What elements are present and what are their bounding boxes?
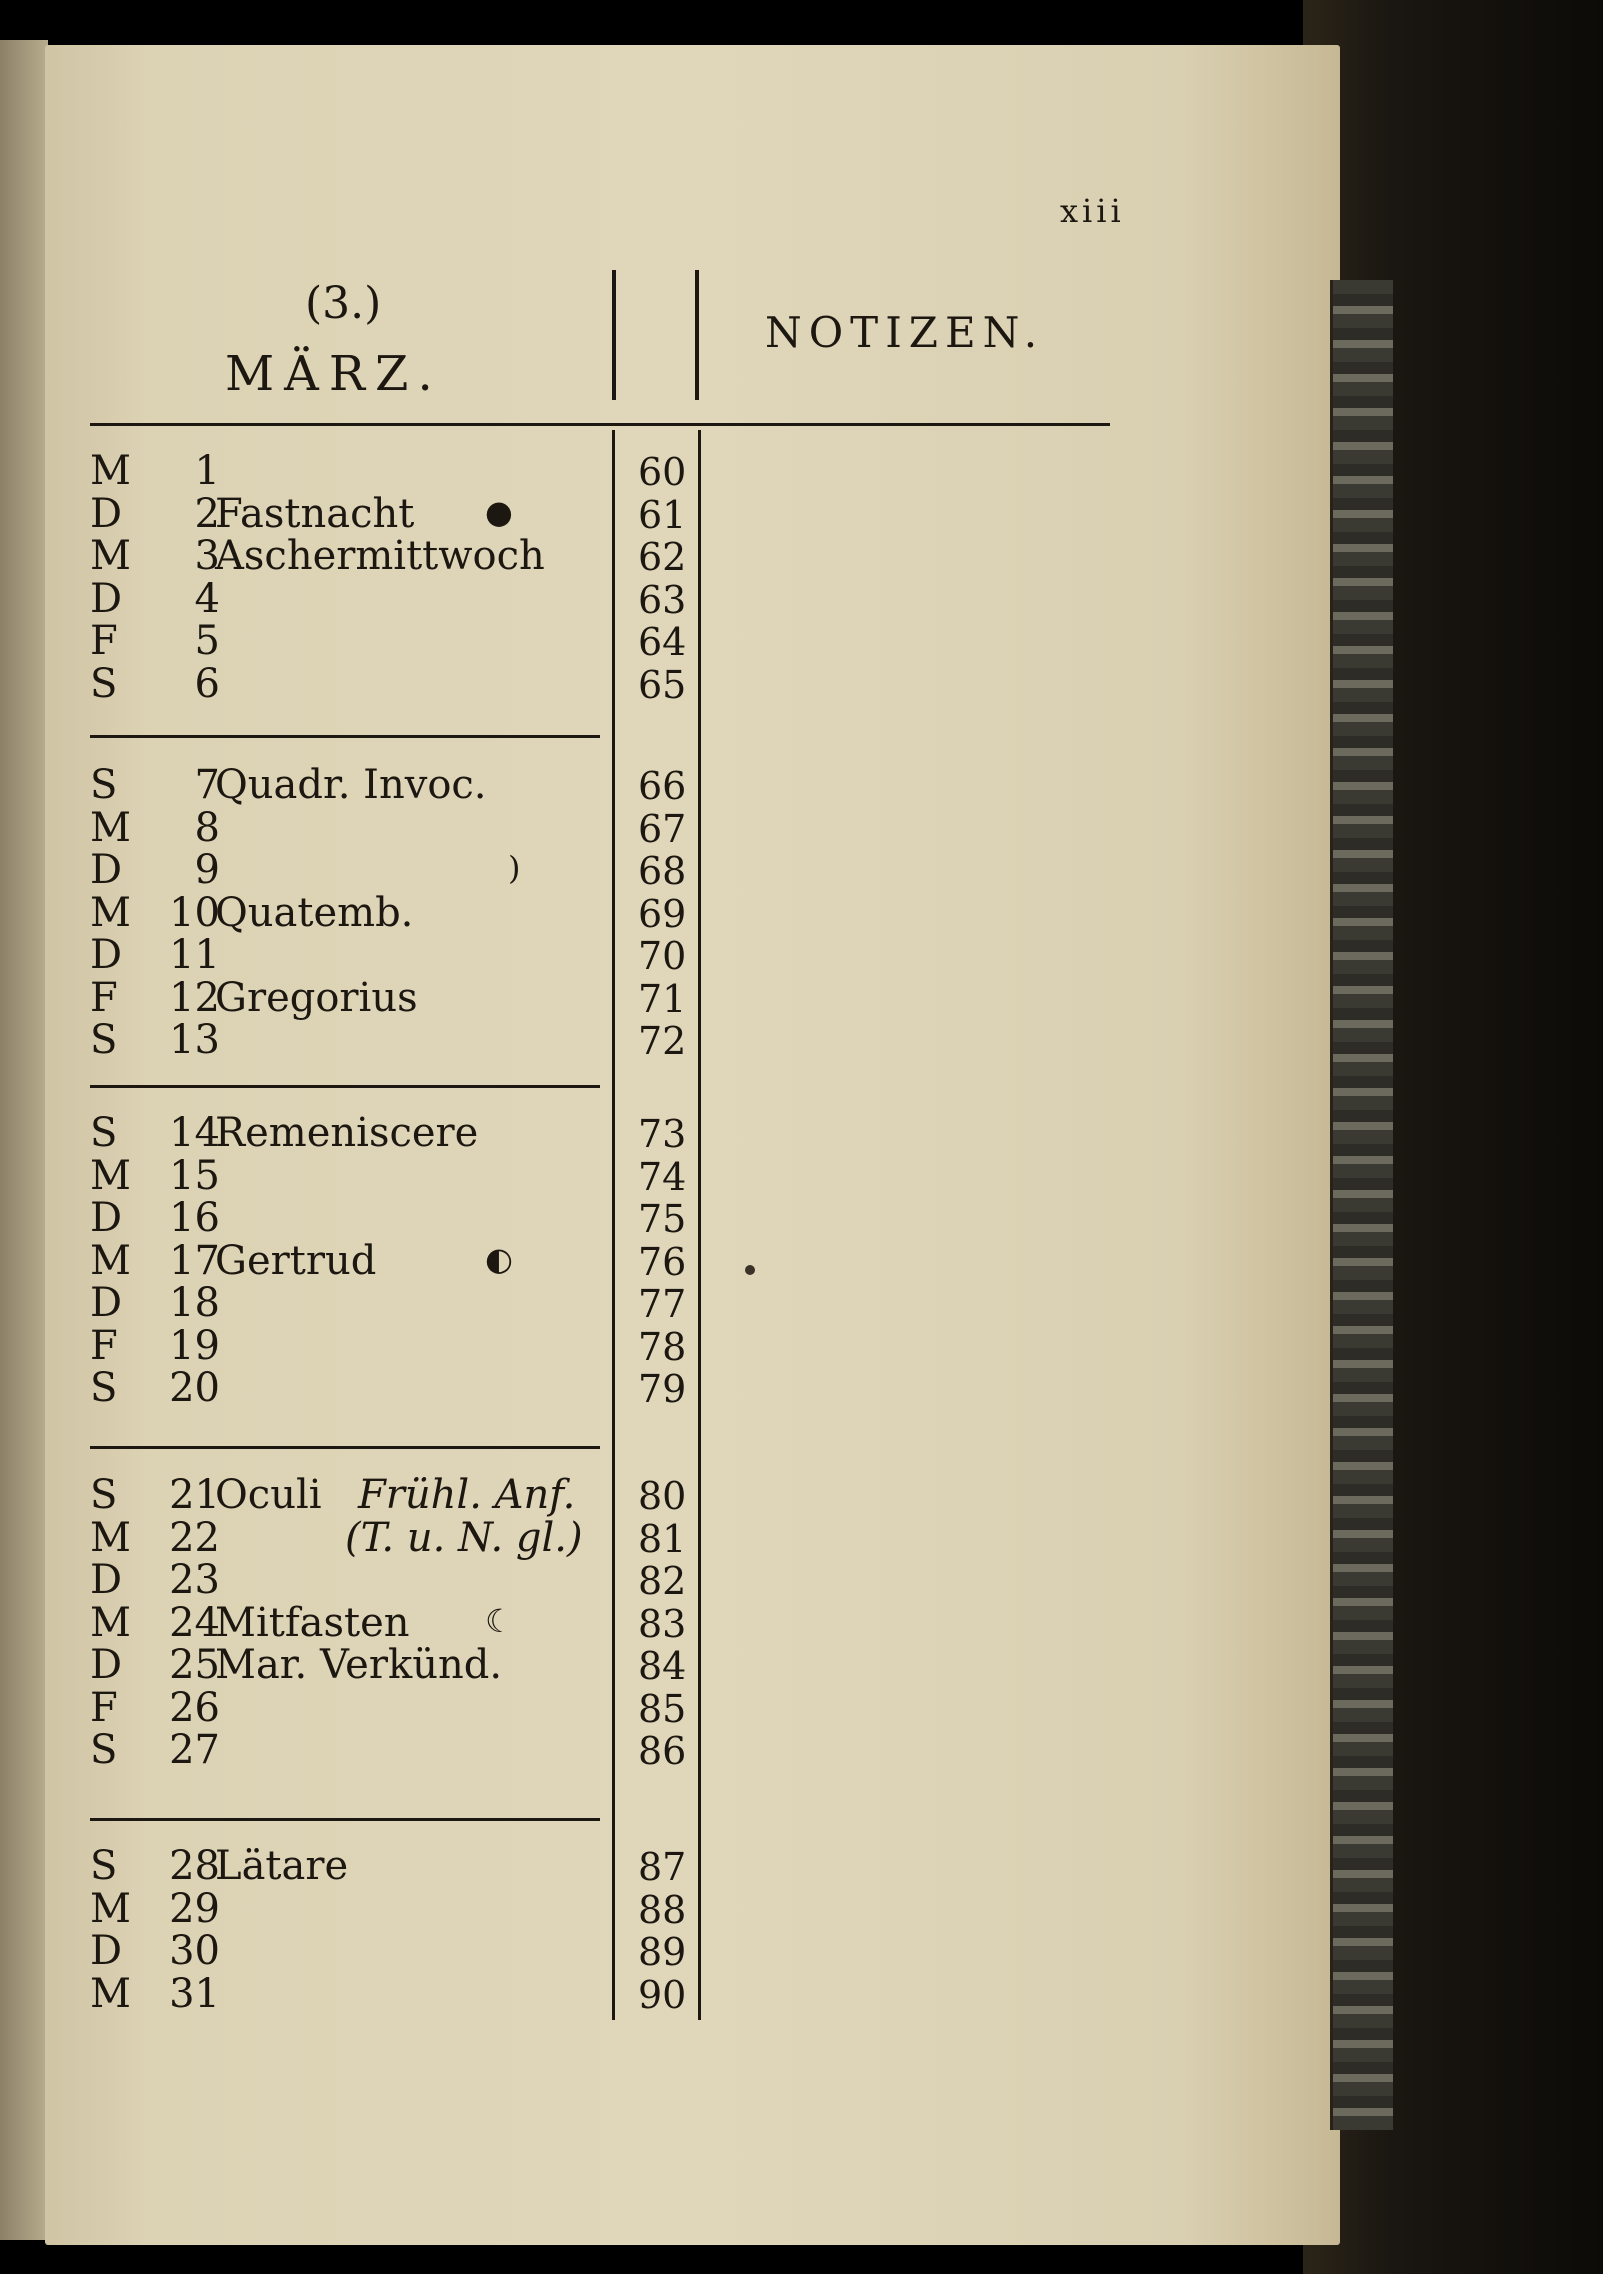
weekday-letter: D [90, 1642, 123, 1688]
week-divider-1 [90, 735, 600, 738]
day-number: 30 [169, 1928, 220, 1974]
day-row [90, 1557, 700, 1603]
weekday-letter: D [90, 1280, 123, 1326]
ink-mark [745, 1265, 755, 1275]
day-row [90, 1195, 700, 1241]
feast-name: Oculi [215, 1472, 322, 1518]
day-number: 7 [194, 762, 220, 808]
day-of-year: 60 [638, 450, 687, 494]
day-of-year: 64 [638, 620, 687, 664]
day-of-year: 76 [638, 1239, 687, 1284]
weekday-letter: S [90, 1472, 118, 1518]
day-row [90, 448, 700, 494]
day-of-year: 77 [638, 1282, 687, 1326]
day-of-year: 80 [638, 1474, 687, 1518]
moon-phase-icon: ● [485, 492, 513, 531]
day-row [90, 490, 700, 537]
weekday-letter: F [90, 618, 118, 664]
day-number: 29 [169, 1885, 220, 1932]
day-row [90, 1843, 700, 1889]
day-number: 27 [169, 1727, 220, 1773]
day-number: 1 [194, 448, 220, 494]
day-row [90, 660, 700, 707]
weekday-letter: F [90, 1684, 118, 1731]
day-row [90, 1280, 700, 1326]
day-number: 2 [194, 490, 220, 537]
day-row [90, 618, 700, 664]
day-of-year: 89 [638, 1930, 687, 1974]
feast-name: Mar. Verkünd. [215, 1642, 503, 1688]
feast-name: Lätare [215, 1843, 349, 1889]
day-row [90, 1017, 700, 1063]
day-of-year: 84 [638, 1644, 687, 1688]
day-number: 17 [169, 1237, 220, 1284]
day-row [90, 762, 700, 808]
weekday-letter: D [90, 1928, 123, 1974]
weekday-letter: M [90, 448, 131, 494]
page-number: xiii [1060, 192, 1125, 230]
feast-name: Gregorius [215, 974, 418, 1021]
day-of-year: 61 [638, 492, 687, 537]
weekday-letter: D [90, 932, 123, 978]
weekday-letter: F [90, 974, 118, 1021]
day-row [90, 1727, 700, 1773]
weekday-letter: D [90, 575, 123, 622]
header-rule-right [695, 270, 699, 400]
day-row [90, 1322, 700, 1369]
day-number: 14 [169, 1110, 220, 1156]
day-of-year: 90 [638, 1972, 687, 2017]
feast-name: Fastnacht [215, 490, 415, 537]
feast-name: Aschermittwoch [215, 533, 545, 579]
day-of-year: 66 [638, 764, 687, 808]
day-row [90, 1110, 700, 1156]
day-number: 13 [169, 1017, 220, 1063]
feast-name: Gertrud [215, 1237, 377, 1284]
weekday-letter: M [90, 1237, 131, 1284]
previous-page-edge [0, 40, 48, 2240]
day-number: 26 [169, 1684, 220, 1731]
day-of-year: 74 [638, 1154, 687, 1199]
weekday-letter: M [90, 1970, 131, 2017]
day-row [90, 804, 700, 851]
weekday-letter: S [90, 1727, 118, 1773]
weekday-letter: M [90, 1599, 131, 1646]
day-row [90, 1514, 700, 1561]
feast-note: Frühl. Anf. [358, 1472, 576, 1518]
day-of-year: 71 [638, 976, 687, 1021]
weekday-letter: S [90, 762, 118, 808]
day-number: 31 [169, 1970, 220, 2017]
day-of-year: 81 [638, 1516, 687, 1561]
day-of-year: 65 [638, 662, 687, 707]
moon-phase-icon: ◐ [485, 1239, 513, 1278]
notes-title: NOTIZEN. [765, 308, 1045, 357]
weekday-letter: S [90, 1843, 118, 1889]
day-row [90, 533, 700, 579]
day-row [90, 1684, 700, 1731]
day-of-year: 69 [638, 891, 687, 936]
day-row [90, 1885, 700, 1932]
day-number: 8 [194, 804, 220, 851]
header-rule-left [612, 270, 616, 400]
day-row [90, 1642, 700, 1688]
feast-name: Remeniscere [215, 1110, 479, 1156]
marbled-spine [1330, 280, 1393, 2130]
day-number: 15 [169, 1152, 220, 1199]
weekday-letter: F [90, 1322, 118, 1369]
day-row [90, 1970, 700, 2017]
weekday-letter: D [90, 847, 123, 893]
weekday-letter: M [90, 533, 131, 579]
day-number: 25 [169, 1642, 220, 1688]
day-of-year: 70 [638, 934, 687, 978]
day-number: 18 [169, 1280, 220, 1326]
day-number: 28 [169, 1843, 220, 1889]
feast-name: Quadr. Invoc. [215, 762, 487, 808]
day-of-year: 75 [638, 1197, 687, 1241]
day-of-year: 68 [638, 849, 687, 893]
weekday-letter: S [90, 660, 118, 707]
day-number: 11 [169, 932, 220, 978]
weekday-letter: S [90, 1017, 118, 1063]
weekday-letter: M [90, 1152, 131, 1199]
day-of-year: 63 [638, 577, 687, 622]
weekday-letter: S [90, 1110, 118, 1156]
day-of-year: 73 [638, 1112, 687, 1156]
day-number: 5 [194, 618, 220, 664]
day-row [90, 889, 700, 936]
moon-phase-icon: ) [508, 849, 521, 887]
day-number: 3 [194, 533, 220, 579]
day-row [90, 1152, 700, 1199]
day-of-year: 78 [638, 1324, 687, 1369]
day-row [90, 932, 700, 978]
day-number: 10 [169, 889, 220, 936]
week-divider-2 [90, 1085, 600, 1088]
day-number: 23 [169, 1557, 220, 1603]
day-of-year: 88 [638, 1887, 687, 1932]
feast-note: (T. u. N. gl.) [345, 1514, 583, 1561]
day-row [90, 1472, 700, 1518]
day-number: 24 [169, 1599, 220, 1646]
day-number: 22 [169, 1514, 220, 1561]
week-divider-4 [90, 1818, 600, 1821]
weekday-letter: M [90, 1514, 131, 1561]
day-of-year: 86 [638, 1729, 687, 1773]
weekday-letter: M [90, 1885, 131, 1932]
weekday-letter: M [90, 889, 131, 936]
day-of-year: 82 [638, 1559, 687, 1603]
day-number: 9 [194, 847, 220, 893]
day-row [90, 1237, 700, 1284]
day-of-year: 87 [638, 1845, 687, 1889]
weekday-letter: S [90, 1365, 118, 1411]
weekday-letter: D [90, 1557, 123, 1603]
day-number: 20 [169, 1365, 220, 1411]
month-title: MÄRZ. [225, 346, 443, 402]
day-row [90, 847, 700, 893]
day-of-year: 62 [638, 535, 687, 579]
day-number: 21 [169, 1472, 220, 1518]
feast-name: Quatemb. [215, 889, 414, 936]
day-number: 19 [169, 1322, 220, 1369]
day-row [90, 974, 700, 1021]
day-row [90, 1365, 700, 1411]
moon-phase-icon: ☾ [485, 1601, 514, 1640]
day-of-year: 67 [638, 806, 687, 851]
day-of-year: 72 [638, 1019, 687, 1063]
day-number: 6 [194, 660, 220, 707]
week-divider-3 [90, 1446, 600, 1449]
weekday-letter: D [90, 1195, 123, 1241]
day-of-year: 83 [638, 1601, 687, 1646]
weekday-letter: D [90, 490, 123, 537]
day-of-year: 85 [638, 1686, 687, 1731]
header-divider [90, 423, 1110, 426]
day-of-year: 79 [638, 1367, 687, 1411]
day-number: 4 [194, 575, 220, 622]
weekday-letter: M [90, 804, 131, 851]
day-row [90, 1599, 700, 1646]
day-row [90, 1928, 700, 1974]
month-number: (3.) [305, 278, 382, 329]
feast-name: Mitfasten [215, 1599, 410, 1646]
day-row [90, 575, 700, 622]
day-number: 12 [169, 974, 220, 1021]
day-number: 16 [169, 1195, 220, 1241]
